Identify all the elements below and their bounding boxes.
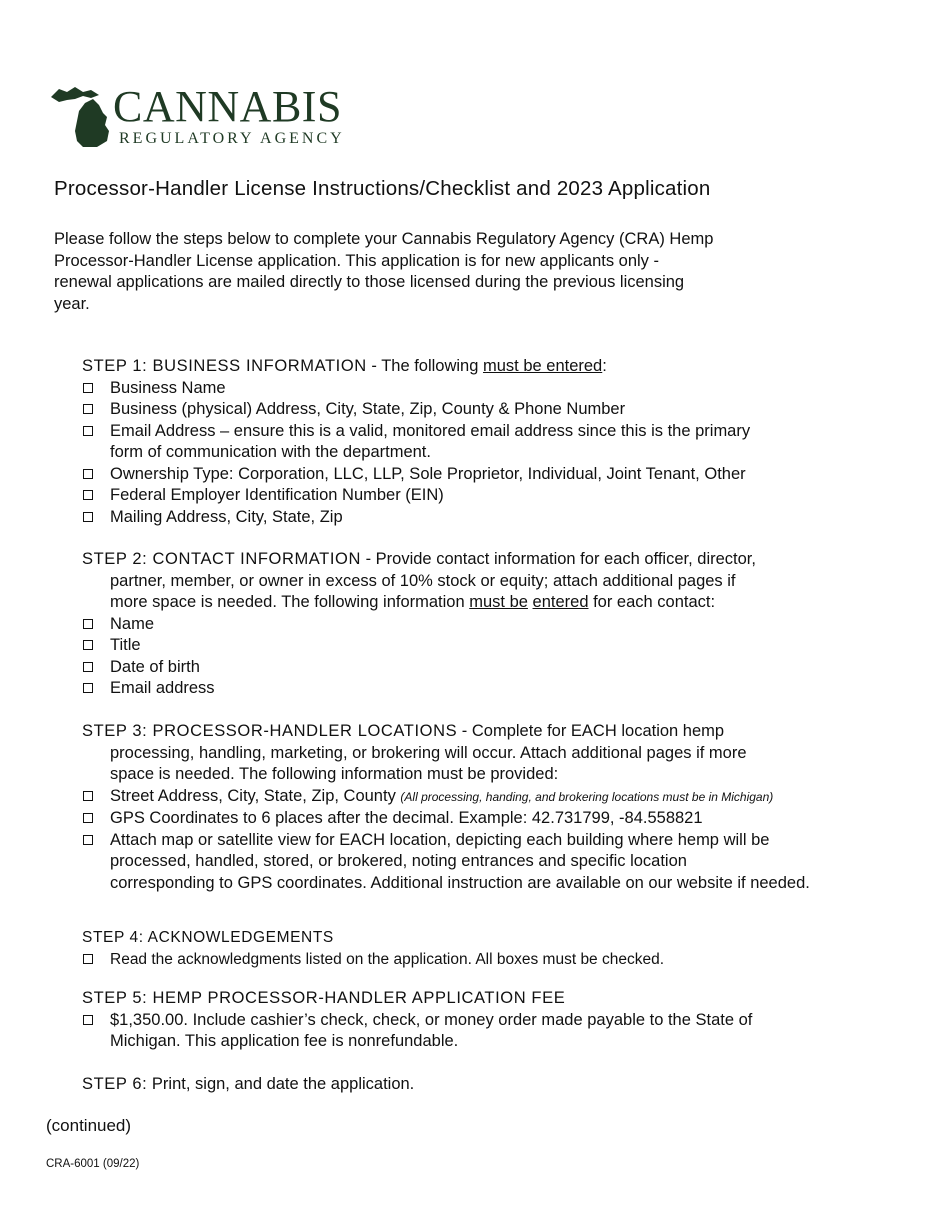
step-1-section	[82, 356, 882, 528]
cra-logo	[49, 83, 379, 155]
intro-line: year.	[54, 294, 90, 313]
step-3-heading: STEP 3: PROCESSOR-HANDLER LOCATIONS	[82, 722, 458, 740]
checklist-item-continued: corresponding to GPS coordinates. Additional instruction are available on our website if needed.	[110, 873, 810, 892]
form-number: CRA-6001 (09/22)	[46, 1158, 140, 1170]
step-3-section	[82, 721, 882, 894]
step-2-section	[82, 549, 882, 700]
checklist-item-label: Email address	[110, 679, 215, 697]
checklist-item-label: Title	[110, 636, 141, 654]
step-6-text: Print, sign, and date the application.	[147, 1075, 415, 1093]
checklist-item	[82, 485, 882, 507]
logo-wordmark: CANNABIS	[113, 82, 342, 131]
step-6-section	[82, 1074, 882, 1096]
checklist-item-label: Street Address, City, State, Zip, County	[110, 786, 401, 805]
checklist-item	[82, 786, 882, 809]
checkbox[interactable]	[83, 662, 93, 672]
checkbox[interactable]	[83, 791, 93, 801]
step-4-heading: STEP 4: ACKNOWLEDGEMENTS	[82, 929, 334, 946]
step-2-text-line: partner, member, or owner in excess of 10% stock or equity; attach additional pages if	[110, 571, 736, 590]
intro-line: Processor-Handler License application. This application is for new applicants only -	[54, 251, 660, 270]
checklist-item	[82, 830, 882, 852]
checklist-item-label: Business (physical) Address, City, State, Zip, County & Phone Number	[110, 400, 626, 418]
step-1-text: - The following	[366, 357, 483, 375]
checkbox[interactable]	[83, 619, 93, 629]
step-1-must-be-entered: must be entered	[483, 357, 603, 375]
checklist-item	[82, 657, 882, 679]
step-3-text-line: processing, handling, marketing, or brokering will occur. Attach additional pages if more	[110, 743, 747, 762]
checklist-item-label: Ownership Type: Corporation, LLC, LLP, Sole Proprietor, Individual, Joint Tenant, Other	[110, 464, 746, 483]
checklist-item	[82, 1010, 882, 1032]
step-6-line	[82, 1074, 882, 1096]
michigan-location-note: (All processing, handing, and brokering locations must be in Michigan)	[400, 789, 774, 804]
checklist-item	[82, 507, 882, 529]
step-2-text: - Provide contact information for each officer, director,	[361, 550, 756, 568]
checklist-item-label: Federal Employer Identification Number (EIN)	[110, 486, 444, 504]
page-title: Processor-Handler License Instructions/Checklist and 2023 Application	[54, 177, 711, 200]
step-3-text-line: space is needed. The following information must be provided:	[110, 765, 559, 783]
checklist-item-label: GPS Coordinates to 6 places after the decimal. Example: 42.731799, -84.558821	[110, 809, 703, 827]
checkbox[interactable]	[83, 383, 93, 393]
checklist-item-continued: form of communication with the department.	[110, 443, 431, 461]
checklist-item-label: $1,350.00. Include cashier’s check, check, or money order made payable to the State of	[110, 1010, 753, 1029]
checklist-item	[82, 678, 882, 700]
checkbox[interactable]	[83, 640, 93, 650]
checklist-item	[82, 614, 882, 636]
checkbox[interactable]	[83, 954, 93, 964]
checklist-item	[82, 378, 882, 400]
logo-subtitle: REGULATORY AGENCY	[119, 130, 345, 147]
step-1-heading-line	[82, 356, 882, 378]
step-6-heading: STEP 6:	[82, 1075, 148, 1093]
checklist-item-label: Email Address – ensure this is a valid, monitored email address since this is the primary	[110, 421, 751, 440]
checklist-item	[82, 421, 882, 443]
checklist-item	[82, 949, 882, 971]
step-2-entered: entered	[532, 593, 589, 611]
checklist-item-continued: processed, handled, stored, or brokered, noting entrances and specific location	[110, 852, 687, 870]
step-2-must-be: must be	[469, 593, 528, 611]
checklist-item	[82, 464, 882, 486]
intro-line: renewal applications are mailed directly to those licensed during the previous licensing	[54, 273, 685, 291]
checkbox[interactable]	[83, 835, 93, 845]
checklist-item-label: Date of birth	[110, 657, 200, 676]
checkbox[interactable]	[83, 404, 93, 414]
step-3-text: - Complete for EACH location hemp	[457, 722, 725, 740]
step-1-heading: STEP 1: BUSINESS INFORMATION	[82, 357, 367, 375]
step-2-text-line	[82, 592, 882, 614]
step-1-colon: :	[602, 357, 607, 375]
step-5-section	[82, 988, 882, 1053]
checkbox[interactable]	[83, 813, 93, 823]
checkbox[interactable]	[83, 683, 93, 693]
intro-paragraph	[54, 229, 814, 315]
checklist-item	[82, 399, 882, 421]
step-2-text: for each contact:	[588, 593, 716, 611]
step-2-heading: STEP 2: CONTACT INFORMATION	[82, 550, 361, 568]
step-5-heading: STEP 5: HEMP PROCESSOR-HANDLER APPLICATION FEE	[82, 989, 566, 1007]
checklist-item-label: Business Name	[110, 378, 226, 397]
michigan-map-icon	[49, 83, 117, 149]
checkbox[interactable]	[83, 490, 93, 500]
checklist-item-label: Name	[110, 614, 155, 633]
step-2-text: more space is needed. The following information	[110, 593, 470, 611]
checkbox[interactable]	[83, 469, 93, 479]
checkbox[interactable]	[83, 1015, 93, 1025]
checklist-item-continued: Michigan. This application fee is nonrefundable.	[110, 1032, 459, 1050]
step-4-section	[82, 927, 882, 970]
checklist-item-label: Mailing Address, City, State, Zip	[110, 507, 343, 526]
checklist-item-label: Read the acknowledgments listed on the application. All boxes must be checked.	[110, 950, 665, 968]
checkbox[interactable]	[83, 512, 93, 522]
step-2-heading-line	[82, 549, 882, 571]
intro-line: Please follow the steps below to complete your Cannabis Regulatory Agency (CRA) Hemp	[54, 230, 714, 248]
checklist-item-label: Attach map or satellite view for EACH location, depicting each building where hemp will be	[110, 830, 770, 849]
continued-note: (continued)	[46, 1116, 132, 1135]
checkbox[interactable]	[83, 426, 93, 436]
checklist-item	[82, 635, 882, 657]
checklist-item	[82, 808, 882, 830]
step-3-heading-line	[82, 721, 882, 743]
